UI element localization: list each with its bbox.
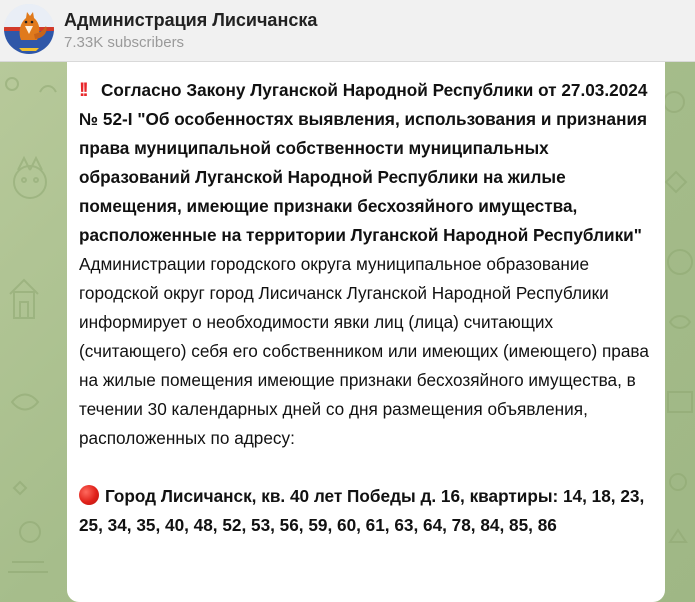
- message-text[interactable]: [79, 76, 655, 540]
- address-text: Город Лисичанск, кв. 40 лет Победы д. 16, квартиры: 14, 18, 23, 25, 34, 35, 40, 48, 52, 53, 56, 59, 60, 61, 63, 64, 78, 84, 85, 86: [79, 486, 645, 535]
- chat-area[interactable]: [0, 62, 695, 602]
- message-paragraph-announcement: [79, 76, 655, 453]
- announcement-body: Администрации городского округа муниципальное образование городской округ город Лисичанск Луганской Народной Республики информирует о необходимости явки лиц (лица) считающих (считающего) себя его собственником или имеющих (имеющего) права на жилые помещения имеющие признаки бесхозяйного имущества, в течении 30 календарных дней со дня размещения объявления, расположенных по адресу:: [79, 254, 649, 448]
- law-reference-bold: Согласно Закону Луганской Народной Республики от 27.03.2024 № 52-I "Об особенностях выявления, использования и признания права муниципальной собственности муниципальных образований Луганской Народной Республики на жилые помещения, имеющие признаки бесхозяйного имущества, расположенные на территории Луганской Народной Республики": [79, 80, 648, 245]
- paragraph-gap: [79, 453, 655, 482]
- channel-header[interactable]: [0, 0, 695, 62]
- message-bubble[interactable]: [67, 62, 665, 602]
- channel-avatar[interactable]: [4, 4, 54, 54]
- double-exclamation-icon: !!: [79, 80, 86, 101]
- channel-title: Администрация Лисичанска: [64, 10, 318, 30]
- subscriber-count: 7.33K subscribers: [64, 34, 185, 51]
- fox-coat-of-arms-icon: [4, 4, 54, 54]
- red-circle-icon: [79, 485, 99, 505]
- message-paragraph-address: [79, 482, 655, 540]
